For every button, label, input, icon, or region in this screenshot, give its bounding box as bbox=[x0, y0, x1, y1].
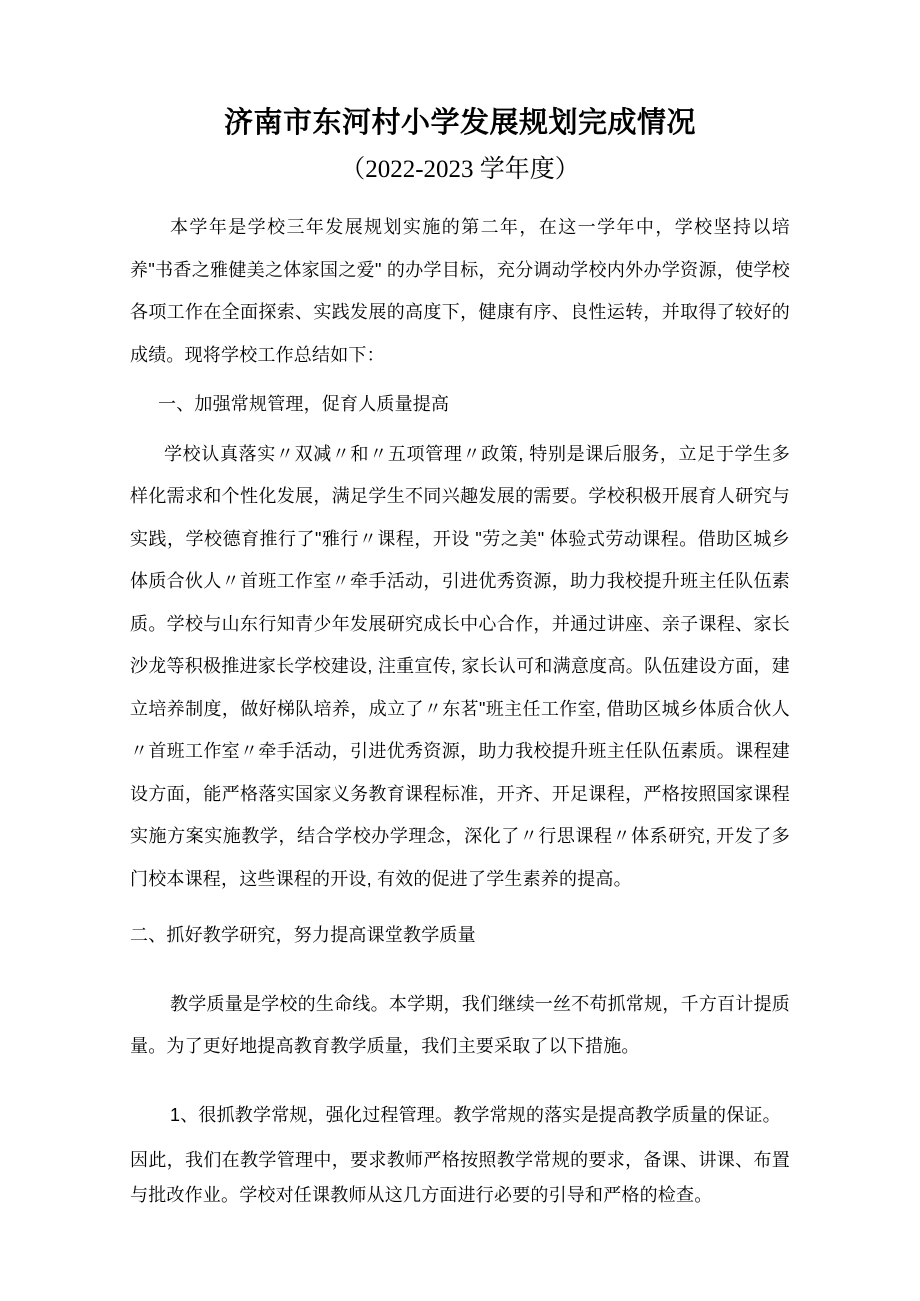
title-block bbox=[130, 0, 790, 188]
section-two-closing-paragraph: 因此，我们在教学管理中，要求教师严格按照教学常规的要求，备课、讲课、布置与批改作业。学校对任课教师从这几方面进行必要的引导和严格的检查。 bbox=[130, 1150, 790, 1205]
list-item: 1、很抓教学常规，强化过程管理。教学常规的落实是提高教学质量的保证。 bbox=[170, 1104, 781, 1125]
section-one-paragraph: 学校认真落实〃双减〃和〃五项管理〃政策, 特别是课后服务，立足于学生多样化需求和个性化发展，满足学生不同兴趣发展的需要。学校积极开展育人研究与实践，学校德育推行了"雅行〃课程，开设 "劳之美" 体验式劳动课程。借助区城乡体质合伙人〃首班工作室〃牵手活动，引进优秀资源，助力我校提升班主任队伍素质。学校与山东行知青少年发展研究成长中心合作，并通过讲座、亲子课程、家长沙龙等积极推进家长学校建设, 注重宣传, 家长认可和满意度高。队伍建设方面，建立培养制度，做好梯队培养，成立了〃东茗"班主任工作室, 借助区城乡体质合伙人〃首班工作室〃牵手活动，引进优秀资源，助力我校提升班主任队伍素质。课程建设方面，能严格落实国家义务教育课程标准，开齐、开足课程，严格按照国家课程实施方案实施教学，结合学校办学理念，深化了〃行思课程〃体系研究, 开发了多门校本课程，这些课程的开设, 有效的促进了学生素养的提高。 bbox=[130, 443, 790, 889]
page-title: 济南市东河村小学发展规划完成情况 bbox=[223, 107, 696, 139]
page-subtitle: （2022-2023 学年度） bbox=[340, 156, 580, 183]
document-body bbox=[130, 0, 790, 1213]
intro-paragraph: 本学年是学校三年发展规划实施的第二年，在这一学年中，学校坚持以培养"书香之雅健美之体家国之爱" 的办学目标，充分调动学校内外办学资源，使学校各项工作在全面探索、实践发展的高度下，健康有序、良性运转，并取得了较好的成绩。现将学校工作总结如下： bbox=[130, 217, 790, 365]
spacer-before-item-one bbox=[130, 1068, 790, 1094]
spacer-section-one-heading bbox=[130, 426, 790, 433]
section-two-paragraph-one: 教学质量是学校的生命线。本学期，我们继续一丝不苟抓常规，千方百计提质量。为了更好地提高教育教学质量，我们主要采取了以下措施。 bbox=[130, 993, 790, 1056]
section-one-heading: 一、加强常规管理，促育人质量提高 bbox=[158, 394, 450, 414]
spacer-before-closing bbox=[130, 1136, 790, 1143]
section-two-heading: 二、抓好教学研究，努力提高课堂教学质量 bbox=[130, 925, 476, 945]
spacer-after-title bbox=[130, 188, 790, 206]
spacer-before-section-one bbox=[130, 376, 790, 383]
spacer-section-two-heading bbox=[130, 957, 790, 983]
spacer-before-section-two bbox=[130, 900, 790, 914]
